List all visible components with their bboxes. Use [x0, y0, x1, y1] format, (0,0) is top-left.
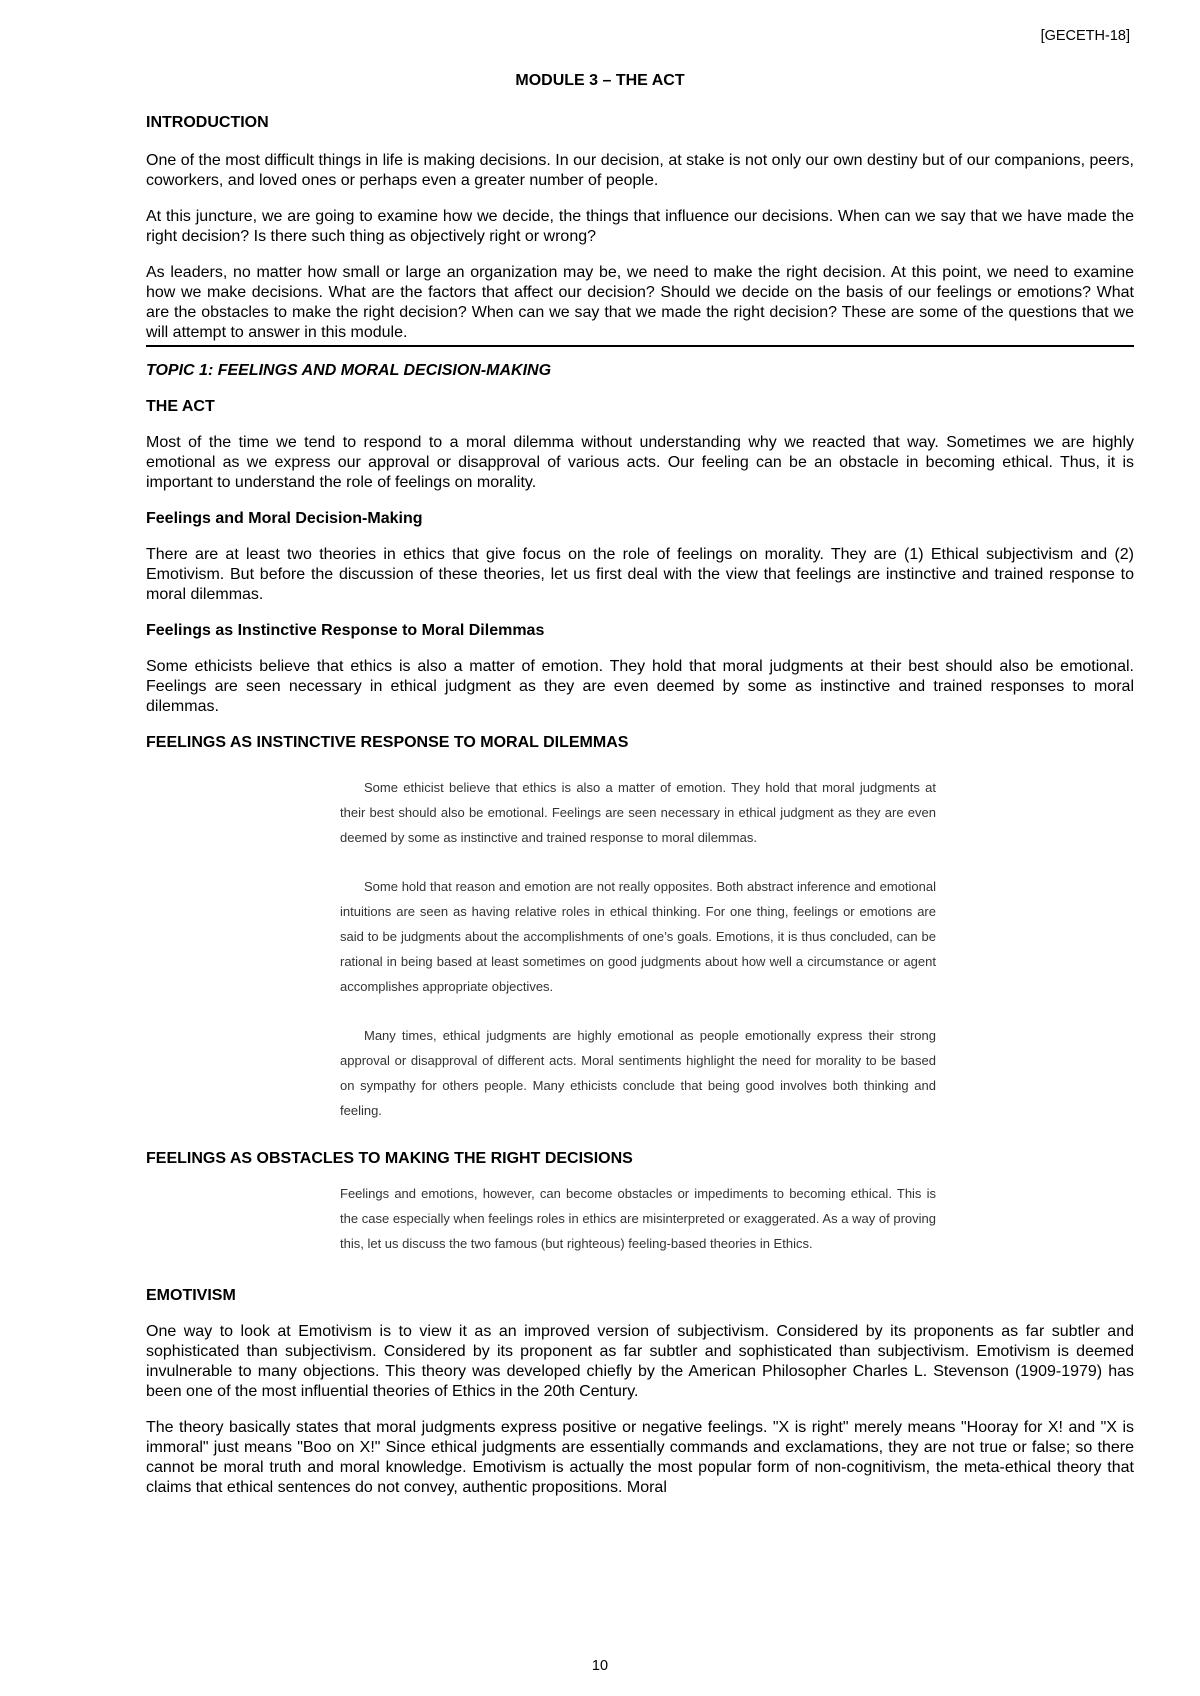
feelings-moral-decision-paragraph: There are at least two theories in ethics that give focus on the role of feelings on morality. They are (1) Ethical subjectivism and (2) Emotivism. But before the discussion of these theories, let us first deal with the view that feelings are instinctive and trained response to moral dilemmas.	[146, 546, 1134, 603]
introduction-heading: INTRODUCTION	[146, 114, 269, 131]
course-code: [GECETH-18]	[1040, 28, 1130, 44]
page-number: 10	[591, 1658, 609, 1674]
the-act-heading: THE ACT	[146, 398, 215, 415]
obstacles-quote-paragraph: Feelings and emotions, however, can become obstacles or impediments to becoming ethical. This is the case especially when feelings roles in ethics are misinterpreted or exaggerated. As a way of proving this, let us discuss the two famous (but righteous) feeling-based theories in Ethics.	[340, 1186, 936, 1251]
obstacles-quote-block	[340, 1181, 936, 1256]
instinctive-quote-block	[340, 775, 936, 1123]
topic-1-heading: TOPIC 1: FEELINGS AND MORAL DECISION-MAKING	[146, 362, 552, 379]
obstacles-heading: FEELINGS AS OBSTACLES TO MAKING THE RIGHT DECISIONS	[146, 1150, 633, 1167]
emotivism-paragraph-1: One way to look at Emotivism is to view it as an improved version of subjectivism. Considered by its proponents as far subtler and sophisticated than subjectivism. Considered by its proponent as far subtler and sophisticated than subjectivism. Emotivism is deemed invulnerable to many objections. This theory was developed chiefly by the American Philosopher Charles L. Stevenson (1909-1979) has been one of the most influential theories of Ethics in the 20th Century.	[146, 1323, 1134, 1400]
module-title: MODULE 3 – THE ACT	[515, 72, 685, 89]
intro-paragraph-3: As leaders, no matter how small or large an organization may be, we need to make the right decision. At this point, we need to examine how we make decisions. What are the factors that affect our decision? Should we decide on the basis of our feelings or emotions? What are the obstacles to make the right decision? When can we say that we made the right decision? These are some of the questions that we will attempt to answer in this module.	[146, 264, 1134, 341]
intro-paragraph-2: At this juncture, we are going to examine how we decide, the things that influence our decisions. When can we say that we have made the right decision? Is there such thing as objectively right or wrong?	[146, 208, 1134, 245]
quote-paragraph-2: Some hold that reason and emotion are not really opposites. Both abstract inference and emotional intuitions are seen as having relative roles in ethical thinking. For one thing, feelings or emotions are said to be judgments about the accomplishments of one’s goals. Emotions, it is thus concluded, can be rational in being based at least sometimes on good judgments about how well a circumstance or agent accomplishes appropriate objectives.	[340, 879, 936, 994]
page-content	[146, 113, 1134, 1498]
quote-paragraph-1: Some ethicist believe that ethics is also a matter of emotion. They hold that moral judgments at their best should also be emotional. Feelings are seen necessary in ethical judgment as they are even deemed by some as instinctive and trained response to moral dilemmas.	[340, 780, 936, 845]
feelings-instinctive-paragraph: Some ethicists believe that ethics is also a matter of emotion. They hold that moral judgments at their best should also be emotional. Feelings are seen necessary in ethical judgment as they are even deemed by some as instinctive and trained responses to moral dilemmas.	[146, 658, 1134, 715]
quote-paragraph-3: Many times, ethical judgments are highly emotional as people emotionally express their strong approval or disapproval of different acts. Moral sentiments highlight the need for morality to be based on sympathy for others people. Many ethicists conclude that being good involves both thinking and feeling.	[340, 1028, 936, 1118]
emotivism-heading: EMOTIVISM	[146, 1287, 236, 1304]
emotivism-paragraph-2: The theory basically states that moral judgments express positive or negative feelings. "X is right" merely means "Hooray for X! and "X is immoral" just means "Boo on X!" Since ethical judgments are essentially commands and exclamations, they are not true or false; so there cannot be moral truth and moral knowledge. Emotivism is actually the most popular form of non-cognitivism, the meta-ethical theory that claims that ethical sentences do not convey, authentic propositions. Moral	[146, 1419, 1134, 1496]
intro-paragraph-1: One of the most difficult things in life is making decisions. In our decision, at stake is not only our own destiny but of our companions, peers, coworkers, and loved ones or perhaps even a greater number of people.	[146, 152, 1134, 189]
feelings-moral-decision-heading: Feelings and Moral Decision-Making	[146, 510, 423, 527]
section-divider	[146, 345, 1134, 347]
feelings-instinctive-subheading: Feelings as Instinctive Response to Moral Dilemmas	[146, 622, 545, 639]
instinctive-response-heading: FEELINGS AS INSTINCTIVE RESPONSE TO MORAL DILEMMAS	[146, 734, 629, 751]
the-act-paragraph: Most of the time we tend to respond to a moral dilemma without understanding why we reacted that way. Sometimes we are highly emotional as we express our approval or disapproval of various acts. Our feeling can be an obstacle in becoming ethical. Thus, it is important to understand the role of feelings on morality.	[146, 434, 1134, 491]
